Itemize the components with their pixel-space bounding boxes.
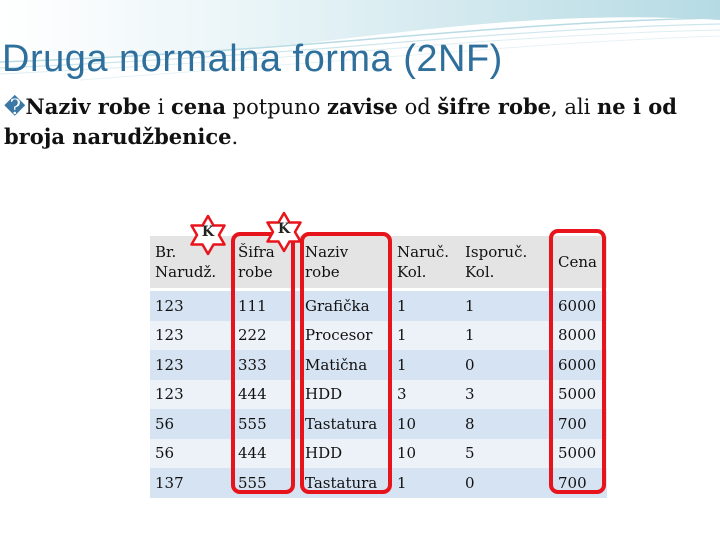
table-cell: 5000 (553, 439, 607, 469)
table-cell: HDD (300, 380, 392, 410)
subtitle-part: šifre robe (437, 94, 552, 119)
header-line: Cena (558, 253, 597, 271)
bullet-icon: � (4, 95, 26, 119)
header-line: Kol. (397, 263, 427, 281)
table-cell: 5000 (553, 380, 607, 410)
table-cell: 1 (460, 321, 553, 351)
table-cell: 3 (392, 380, 460, 410)
table-cell: Procesor (300, 321, 392, 351)
table-cell: 333 (233, 350, 300, 380)
header-line: Narudž. (155, 263, 217, 281)
header-line: robe (238, 263, 273, 281)
subtitle-part: i (150, 95, 171, 119)
table-cell: 700 (553, 468, 607, 498)
table-cell: 123 (150, 321, 233, 351)
highlight-price-column (549, 229, 606, 494)
table-cell: 1 (392, 468, 460, 498)
key-mark-label: K (201, 224, 215, 240)
subtitle-part: od (397, 95, 438, 119)
highlight-item-name-column (300, 232, 392, 494)
subtitle-part: potpuno (226, 95, 328, 119)
header-line: Isporuč. (465, 243, 528, 261)
slide-title: Druga normalna forma (2NF) (2, 38, 503, 80)
table-cell: 5 (460, 439, 553, 469)
header-line: Naruč. (397, 243, 450, 261)
table-cell: 8 (460, 409, 553, 439)
header-line: Kol. (465, 263, 495, 281)
table-cell: Tastatura (300, 409, 392, 439)
header-line: Br. (155, 243, 177, 261)
subtitle-part: cena (170, 94, 226, 119)
table-cell: 1 (392, 321, 460, 351)
table-cell: 222 (233, 321, 300, 351)
table-cell: 3 (460, 380, 553, 410)
table-cell: 1 (392, 350, 460, 380)
table-cell: 10 (392, 439, 460, 469)
table-cell: HDD (300, 439, 392, 469)
table-cell: 700 (553, 409, 607, 439)
table-cell: 6000 (553, 290, 607, 321)
table-cell: 6000 (553, 350, 607, 380)
column-header-delivered-qty (460, 236, 553, 290)
header-line: robe (305, 263, 340, 281)
table-cell: 0 (460, 350, 553, 380)
subtitle-part: Naziv robe (25, 94, 151, 119)
table-cell: 10 (392, 409, 460, 439)
table-cell: 56 (150, 439, 233, 469)
table-cell: 555 (233, 409, 300, 439)
table-cell: Matična (300, 350, 392, 380)
subtitle-part: . (231, 125, 239, 149)
table-cell: 111 (233, 290, 300, 321)
table-cell: 123 (150, 350, 233, 380)
subtitle-part: ne i od broja narudžbenice (4, 94, 677, 149)
subtitle-part: zavise (327, 94, 398, 119)
table-cell: 0 (460, 468, 553, 498)
header-line: Naziv (305, 243, 349, 261)
table-cell: 8000 (553, 321, 607, 351)
primary-key-star-icon (263, 211, 305, 253)
table-cell: 444 (233, 380, 300, 410)
key-mark-label: K (277, 221, 291, 237)
highlight-item-code-column (231, 232, 295, 494)
table-cell: 137 (150, 468, 233, 498)
table-cell: 555 (233, 468, 300, 498)
header-line: Šifra (238, 243, 275, 261)
table-cell: Grafička (300, 290, 392, 321)
primary-key-star-icon (187, 214, 229, 256)
table-cell: Tastatura (300, 468, 392, 498)
table-cell: 123 (150, 380, 233, 410)
slide-subtitle (4, 92, 716, 152)
table-cell: 1 (392, 290, 460, 321)
subtitle-part: , ali (551, 95, 598, 119)
table-cell: 123 (150, 290, 233, 321)
table-cell: 1 (460, 290, 553, 321)
table-cell: 444 (233, 439, 300, 469)
column-header-ordered-qty (392, 236, 460, 290)
table-cell: 56 (150, 409, 233, 439)
